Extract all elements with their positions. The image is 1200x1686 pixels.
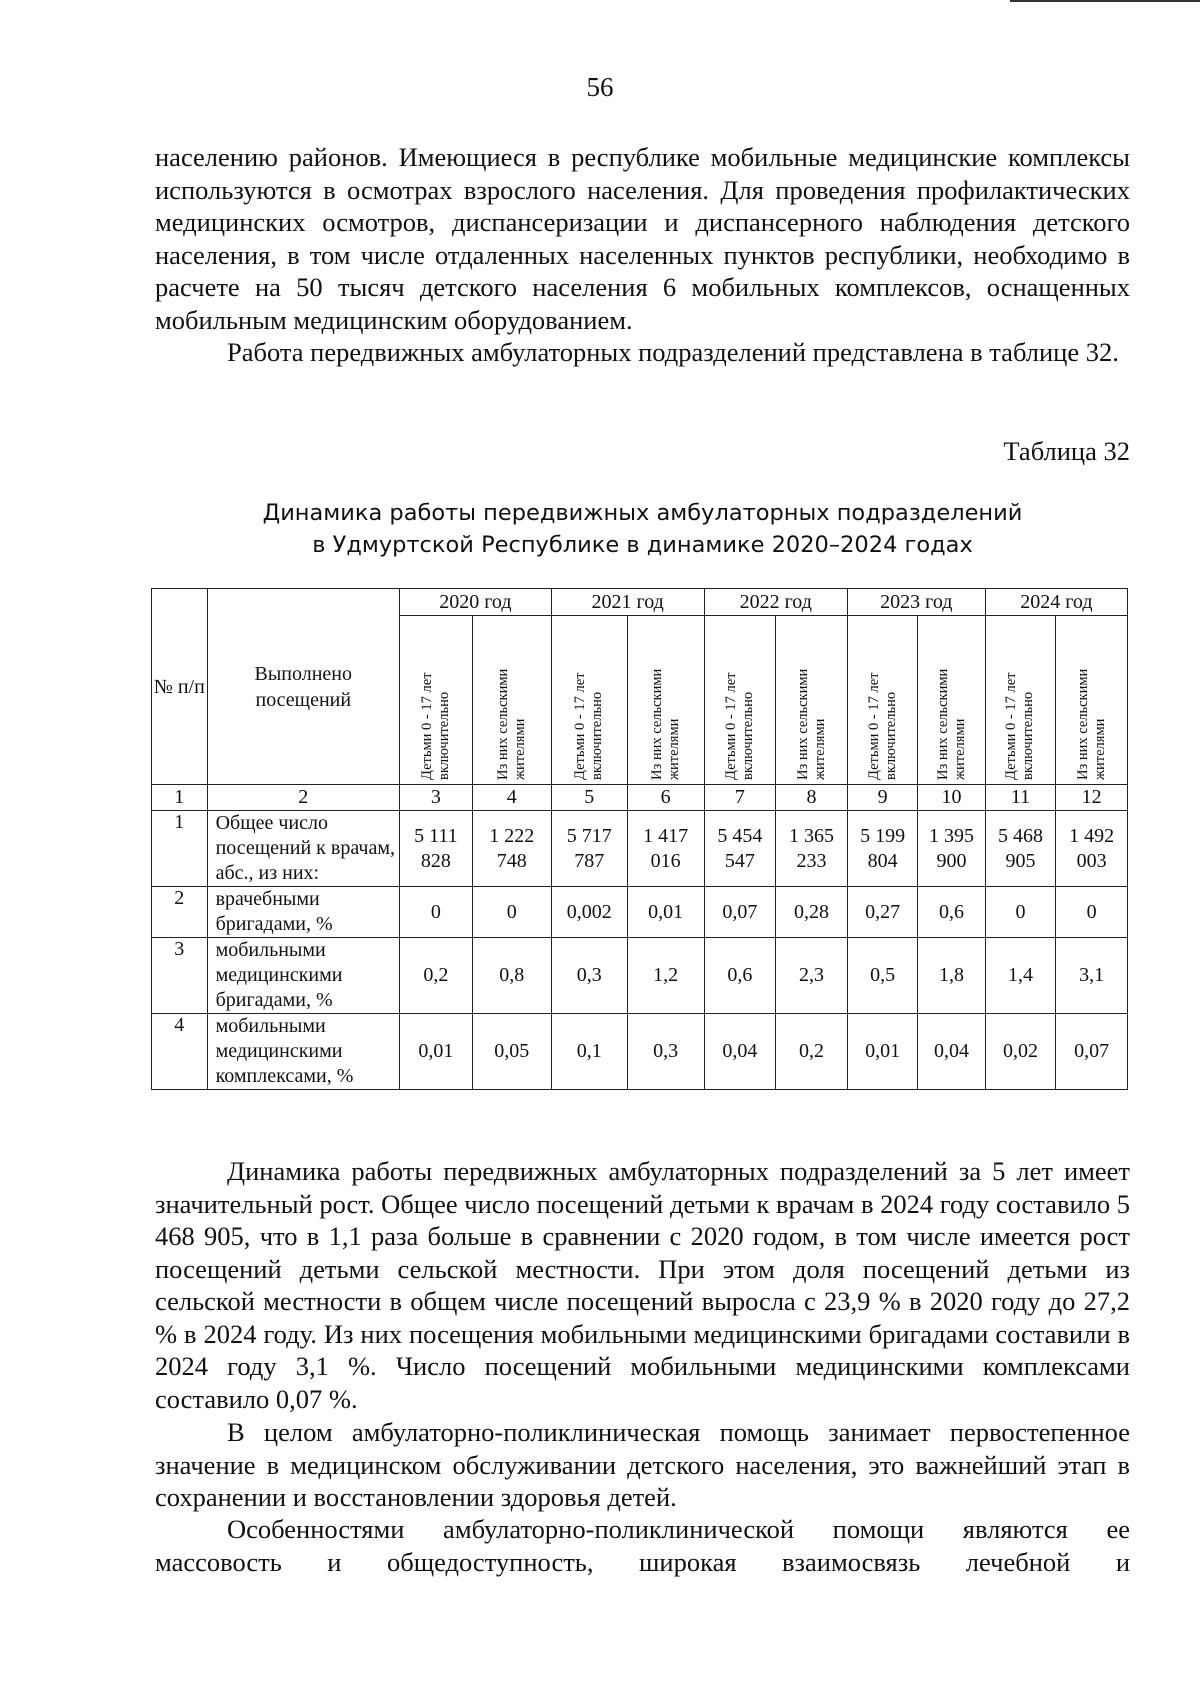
header-row-years bbox=[152, 589, 1128, 616]
header-description: Выполнено посещений bbox=[207, 589, 399, 785]
visits-table bbox=[151, 588, 1128, 1090]
cell-value: 1,8 bbox=[918, 938, 985, 1014]
cell-value: 0,04 bbox=[704, 1014, 776, 1090]
cell-value: 0 bbox=[985, 887, 1056, 938]
cell-value: 0,28 bbox=[776, 887, 848, 938]
row-number: 1 bbox=[152, 811, 208, 887]
subheader-rural: Из них сельскими жителями bbox=[1056, 616, 1128, 785]
cell-value: 1 365 233 bbox=[776, 811, 848, 887]
cell-value: 0,6 bbox=[918, 887, 985, 938]
cell-value: 0,07 bbox=[704, 887, 776, 938]
table-row-mobile-complexes bbox=[152, 1014, 1128, 1090]
table-title-line-2: в Удмуртской Республике в динамике 2020–2024 годах bbox=[312, 532, 973, 558]
cell-value: 1 222 748 bbox=[472, 811, 551, 887]
column-number: 1 bbox=[152, 785, 208, 811]
cell-value: 1 492 003 bbox=[1056, 811, 1128, 887]
cell-value: 3,1 bbox=[1056, 938, 1128, 1014]
cell-value: 1 417 016 bbox=[627, 811, 704, 887]
cell-value: 0,1 bbox=[551, 1014, 627, 1090]
cell-value: 0,3 bbox=[551, 938, 627, 1014]
top-edge-rule bbox=[1010, 0, 1200, 2]
column-number: 10 bbox=[918, 785, 985, 811]
cell-value: 0,6 bbox=[704, 938, 776, 1014]
column-number: 12 bbox=[1056, 785, 1128, 811]
paragraph-table-reference: Работа передвижных амбулаторных подразделений представлена в таблице 32. bbox=[227, 337, 1119, 367]
cell-value: 0,04 bbox=[918, 1014, 985, 1090]
column-number: 5 bbox=[551, 785, 627, 811]
cell-value: 1 395 900 bbox=[918, 811, 985, 887]
cell-value: 1,4 bbox=[985, 938, 1056, 1014]
column-number: 3 bbox=[399, 785, 472, 811]
table-row-mobile-teams bbox=[152, 938, 1128, 1014]
paragraph-intro: населению районов. Имеющиеся в республике мобильные медицинские комплексы используются в осмотрах взрослого населения. Для проведения профилактических медицинских осмотров, диспансеризации и диспансерного наблюдения детского населения, в том числе отдаленных населенных пунктов республики, необходимо в расчете на 50 тысяч детского населения 6 мобильных комплексов, оснащенных мобильным медицинским оборудованием. bbox=[155, 142, 1130, 335]
header-num: № п/п bbox=[152, 589, 208, 785]
cell-value: 1,2 bbox=[627, 938, 704, 1014]
row-number: 3 bbox=[152, 938, 208, 1014]
cell-value: 0,05 bbox=[472, 1014, 551, 1090]
cell-value: 0,2 bbox=[399, 938, 472, 1014]
header-year-2023: 2023 год bbox=[847, 589, 985, 616]
table-label: Таблица 32 bbox=[1003, 436, 1130, 466]
cell-value: 0 bbox=[1056, 887, 1128, 938]
paragraph-dynamics: Динамика работы передвижных амбулаторных подразделений за 5 лет имеет значительный рост. Общее число посещений детьми к врачам в 2024 году составило 5 468 905, что в 1,1 раза больше в сравнении с 2020 годом, в том числе имеется рост посещений детьми сельской местности. При этом доля посещений детьми из сельской местности в общем числе посещений выросла с 23,9 % в 2020 году до 27,2 % в 2024 году. Из них посещения мобильными медицинскими бригадами составили в 2024 году 3,1 %. Число посещений мобильными медицинскими комплексами составило 0,07 %. bbox=[155, 1156, 1130, 1414]
row-number: 2 bbox=[152, 887, 208, 938]
subheader-children: Детьми 0 - 17 лет включительно bbox=[551, 616, 627, 785]
column-number: 7 bbox=[704, 785, 776, 811]
header-year-2021: 2021 год bbox=[551, 589, 704, 616]
cell-value: 5 717 787 bbox=[551, 811, 627, 887]
cell-value: 0,5 bbox=[847, 938, 918, 1014]
cell-value: 0,01 bbox=[399, 1014, 472, 1090]
subheader-rural: Из них сельскими жителями bbox=[627, 616, 704, 785]
column-number: 9 bbox=[847, 785, 918, 811]
cell-value: 5 468 905 bbox=[985, 811, 1056, 887]
row-number: 4 bbox=[152, 1014, 208, 1090]
cell-value: 0,8 bbox=[472, 938, 551, 1014]
column-number: 11 bbox=[985, 785, 1056, 811]
cell-value: 0,002 bbox=[551, 887, 627, 938]
table-row-total-visits bbox=[152, 811, 1128, 887]
row-label: врачебными бригадами, % bbox=[207, 887, 399, 938]
subheader-rural: Из них сельскими жителями bbox=[918, 616, 985, 785]
cell-value: 0,01 bbox=[627, 887, 704, 938]
cell-value: 5 199 804 bbox=[847, 811, 918, 887]
subheader-children: Детьми 0 - 17 лет включительно bbox=[847, 616, 918, 785]
page-number: 56 bbox=[586, 72, 614, 102]
column-number: 4 bbox=[472, 785, 551, 811]
subheader-children: Детьми 0 - 17 лет включительно bbox=[985, 616, 1056, 785]
table-title-line-1: Динамика работы передвижных амбулаторных подразделений bbox=[262, 500, 1023, 526]
table-title bbox=[155, 497, 1130, 561]
cell-value: 0 bbox=[472, 887, 551, 938]
row-label: Общее число посещений к врачам, абс., из них: bbox=[207, 811, 399, 887]
subheader-rural: Из них сельскими жителями bbox=[776, 616, 848, 785]
table-row-doctor-teams bbox=[152, 887, 1128, 938]
cell-value: 5 454 547 bbox=[704, 811, 776, 887]
paragraph-features: Особенностями амбулаторно-поликлинической помощи являются ее массовость и общедоступность, широкая взаимосвязь лечебной и bbox=[155, 1514, 1130, 1577]
column-number: 6 bbox=[627, 785, 704, 811]
column-number: 2 bbox=[207, 785, 399, 811]
cell-value: 0,02 bbox=[985, 1014, 1056, 1090]
cell-value: 2,3 bbox=[776, 938, 848, 1014]
row-label: мобильными медицинскими бригадами, % bbox=[207, 938, 399, 1014]
subheader-children: Детьми 0 - 17 лет включительно bbox=[399, 616, 472, 785]
cell-value: 0,3 bbox=[627, 1014, 704, 1090]
paragraph-outpatient-care: В целом амбулаторно-поликлиническая помощь занимает первостепенное значение в медицинском обслуживании детского населения, это важнейший этап в сохранении и восстановлении здоровья детей. bbox=[155, 1417, 1130, 1512]
cell-value: 0 bbox=[399, 887, 472, 938]
cell-value: 0,2 bbox=[776, 1014, 848, 1090]
subheader-children: Детьми 0 - 17 лет включительно bbox=[704, 616, 776, 785]
row-label: мобильными медицинскими комплексами, % bbox=[207, 1014, 399, 1090]
cell-value: 5 111 828 bbox=[399, 811, 472, 887]
cell-value: 0,01 bbox=[847, 1014, 918, 1090]
column-number: 8 bbox=[776, 785, 848, 811]
column-number-row bbox=[152, 785, 1128, 811]
header-year-2022: 2022 год bbox=[704, 589, 847, 616]
header-year-2020: 2020 год bbox=[399, 589, 551, 616]
subheader-rural: Из них сельскими жителями bbox=[472, 616, 551, 785]
cell-value: 0,27 bbox=[847, 887, 918, 938]
header-year-2024: 2024 год bbox=[985, 589, 1127, 616]
cell-value: 0,07 bbox=[1056, 1014, 1128, 1090]
